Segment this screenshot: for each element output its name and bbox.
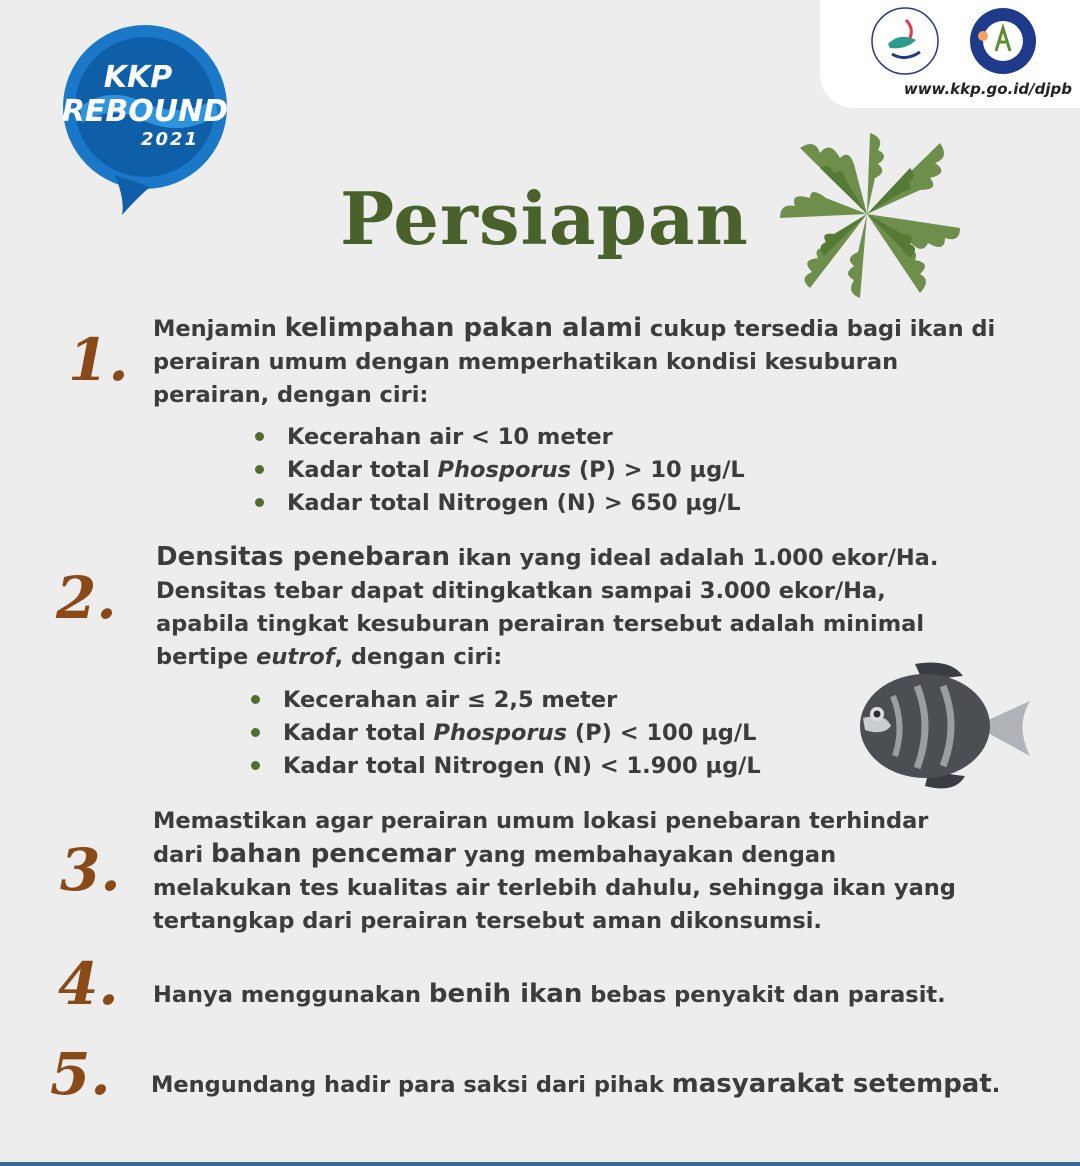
text-line: melakukan tes kualitas air terlebih dahulu, sehingga ikan yang bbox=[153, 875, 956, 901]
bullet-item: Kadar total Phosporus (P) < 100 µg/L bbox=[251, 717, 761, 750]
fish-icon bbox=[855, 656, 1035, 796]
bullet-item: Kadar total Nitrogen (N) < 1.900 µg/L bbox=[251, 750, 761, 783]
kkp-rebound-logo bbox=[50, 15, 240, 215]
page-title: Persiapan bbox=[340, 176, 749, 261]
text-line: Hanya menggunakan benih ikan bebas penyakit dan parasit. bbox=[153, 979, 946, 1009]
bullet-item: Kecerahan air ≤ 2,5 meter bbox=[251, 684, 761, 717]
text-line: tertangkap dari perairan tersebut aman dikonsumsi. bbox=[153, 908, 822, 934]
logo-card bbox=[820, 0, 1080, 108]
bullet-item: Kadar total Phosporus (P) > 10 µg/L bbox=[255, 454, 745, 487]
item-2-text bbox=[156, 541, 938, 674]
text-line: bertipe eutrof, dengan ciri: bbox=[156, 644, 503, 670]
item-number: 3. bbox=[60, 836, 121, 904]
text-line: perairan umum dengan memperhatikan kondisi kesuburan bbox=[153, 349, 899, 375]
kkp-ministry-seal-icon bbox=[870, 6, 940, 76]
text-line: Memastikan agar perairan umum lokasi penebaran terhindar bbox=[153, 808, 929, 834]
item-number: 2. bbox=[56, 564, 117, 632]
item-4-text bbox=[153, 978, 946, 1012]
text-line: Mengundang hadir para saksi dari pihak masyarakat setempat. bbox=[151, 1069, 1001, 1099]
emphasis-text: benih ikan bbox=[428, 979, 583, 1009]
aquaculture-seal-icon bbox=[968, 6, 1038, 76]
text-line: Densitas penebaran ikan yang ideal adalah 1.000 ekor/Ha. bbox=[156, 542, 939, 572]
seaweed-icon bbox=[760, 128, 974, 300]
item-1-bullet-list bbox=[255, 421, 745, 520]
badge-year-text: 2021 bbox=[140, 129, 200, 150]
item-number: 4. bbox=[58, 950, 119, 1018]
emphasis-text: masyarakat setempat bbox=[671, 1069, 992, 1099]
bottom-stripe bbox=[0, 1162, 1080, 1166]
badge-kkp-text: KKP bbox=[103, 60, 173, 95]
bullet-item: Kadar total Nitrogen (N) > 650 µg/L bbox=[255, 487, 745, 520]
item-number: 1. bbox=[68, 326, 129, 394]
badge-rebound-text: REBOUND bbox=[61, 94, 229, 129]
emphasis-text: kelimpahan pakan alami bbox=[284, 313, 643, 343]
bullet-item: Kecerahan air < 10 meter bbox=[255, 421, 745, 454]
item-number: 5. bbox=[50, 1040, 111, 1108]
text-line: apabila tingkat kesuburan perairan tersebut adalah minimal bbox=[156, 611, 925, 637]
text-line: Menjamin kelimpahan pakan alami cukup tersedia bagi ikan di bbox=[153, 313, 996, 343]
item-5-text bbox=[151, 1068, 1000, 1102]
text-line: Densitas tebar dapat ditingkatkan sampai 3.000 ekor/Ha, bbox=[156, 578, 886, 604]
emphasis-text: bahan pencemar bbox=[210, 839, 456, 869]
website-url: www.kkp.go.id/djpb bbox=[903, 80, 1072, 98]
emphasis-text: Densitas penebaran bbox=[156, 542, 451, 572]
text-line: dari bahan pencemar yang membahayakan dengan bbox=[153, 839, 837, 869]
text-line: perairan, dengan ciri: bbox=[153, 382, 429, 408]
item-3-text bbox=[153, 805, 956, 938]
item-2-bullet-list bbox=[251, 684, 761, 783]
item-1-text bbox=[153, 312, 995, 412]
